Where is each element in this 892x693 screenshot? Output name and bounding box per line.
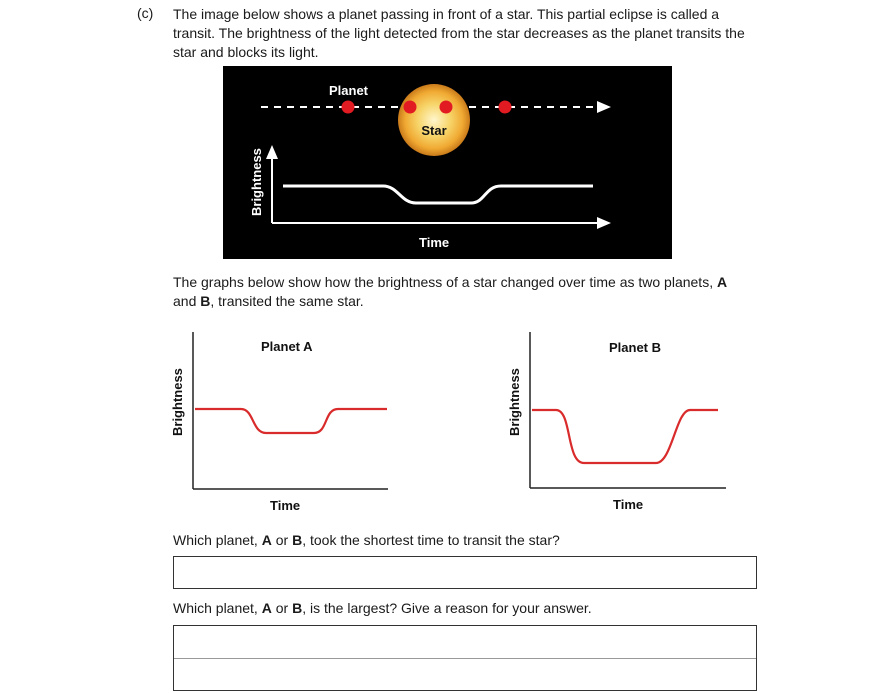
graph-b-x-label: Time: [613, 497, 644, 512]
question-largest-planet: Which planet, A or B, is the largest? Give a reason for your answer.: [173, 600, 592, 616]
graph-b-y-label: Brightness: [507, 368, 522, 436]
answer-box-largest-planet[interactable]: [173, 625, 757, 691]
graph-planet-b: [504, 328, 734, 518]
planet-dot: [404, 101, 417, 114]
answer-line-divider: [174, 658, 756, 659]
graph-b-title: Planet B: [609, 340, 662, 355]
graphs-intro: The graphs below show how the brightness of a star changed over time as two planets, A and B, transited the same star.: [173, 274, 728, 309]
graph-planet-a: [166, 328, 396, 518]
graph-a-title: Planet A: [261, 339, 313, 354]
star-label: Star: [421, 123, 447, 138]
planet-dot: [342, 101, 355, 114]
planet-dot: [499, 101, 512, 114]
transit-diagram: [223, 66, 672, 259]
graph-b-curve: [532, 410, 718, 463]
answer-box-shortest-transit[interactable]: [173, 556, 757, 589]
question-number: (c): [137, 5, 154, 21]
question-shortest-transit: Which planet, A or B, took the shortest time to transit the star?: [173, 532, 560, 548]
diagram-x-label: Time: [419, 235, 450, 250]
star: [398, 84, 470, 156]
intro-paragraph: The image below shows a planet passing in front of a star. This partial eclipse is called a transit. The brightness of the light detected from the star decreases as the planet transits the star and blocks its light.: [173, 6, 745, 60]
graph-a-x-label: Time: [270, 498, 301, 513]
planet-dot: [440, 101, 453, 114]
diagram-y-label: Brightness: [249, 148, 264, 216]
graph-a-y-label: Brightness: [170, 368, 185, 436]
planet-label: Planet: [329, 83, 369, 98]
graph-a-curve: [195, 409, 387, 433]
